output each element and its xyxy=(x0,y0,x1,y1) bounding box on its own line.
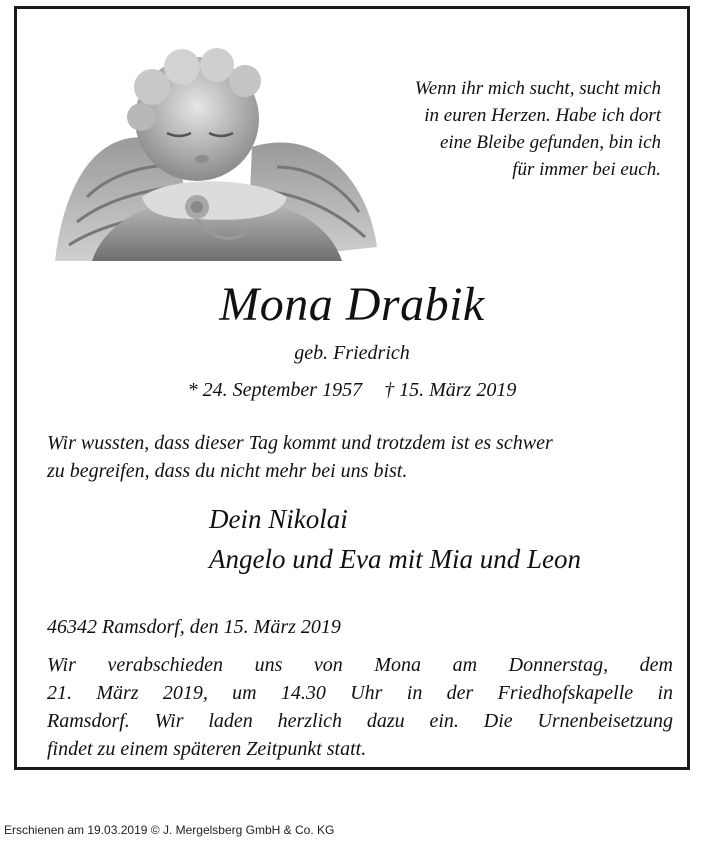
funeral-line: Wir verabschieden uns von Mona am Donnerstag, dem xyxy=(47,654,673,676)
mourning-quote xyxy=(47,429,667,485)
poem-line: in euren Herzen. Habe ich dort xyxy=(424,105,661,126)
funeral-notice xyxy=(47,651,673,763)
quote-line: zu begreifen, dass du nicht mehr bei uns bist. xyxy=(47,460,408,482)
publication-credit: Erschienen am 19.03.2019 © J. Mergelsberg GmbH & Co. KG xyxy=(4,823,335,837)
life-dates xyxy=(17,375,687,405)
poem-line: Wenn ihr mich sucht, sucht mich xyxy=(414,78,661,99)
funeral-line: 21. März 2019, um 14.30 Uhr in der Friedhofskapelle in xyxy=(47,682,673,704)
poem-line: für immer bei euch. xyxy=(512,159,661,180)
family-line: Angelo und Eva mit Mia und Leon xyxy=(209,544,581,574)
funeral-line: findet zu einem späteren Zeitpunkt statt. xyxy=(47,738,367,760)
place-date: 46342 Ramsdorf, den 15. März 2019 xyxy=(47,616,341,638)
deceased-name: Mona Drabik xyxy=(219,278,485,331)
family-line: Dein Nikolai xyxy=(209,504,348,534)
quote-line: Wir wussten, dass dieser Tag kommt und trotzdem ist es schwer xyxy=(47,432,553,454)
birth-date: * 24. September 1957 xyxy=(187,379,363,401)
obituary-frame xyxy=(14,6,690,770)
maiden-name: geb. Friedrich xyxy=(294,342,410,364)
poem-line: eine Bleibe gefunden, bin ich xyxy=(439,132,661,153)
family-signature xyxy=(209,499,581,579)
poem xyxy=(331,75,661,183)
funeral-line: Ramsdorf. Wir laden herzlich dazu ein. Die Urnenbeisetzung xyxy=(47,710,673,732)
death-date: † 15. März 2019 xyxy=(384,379,517,401)
